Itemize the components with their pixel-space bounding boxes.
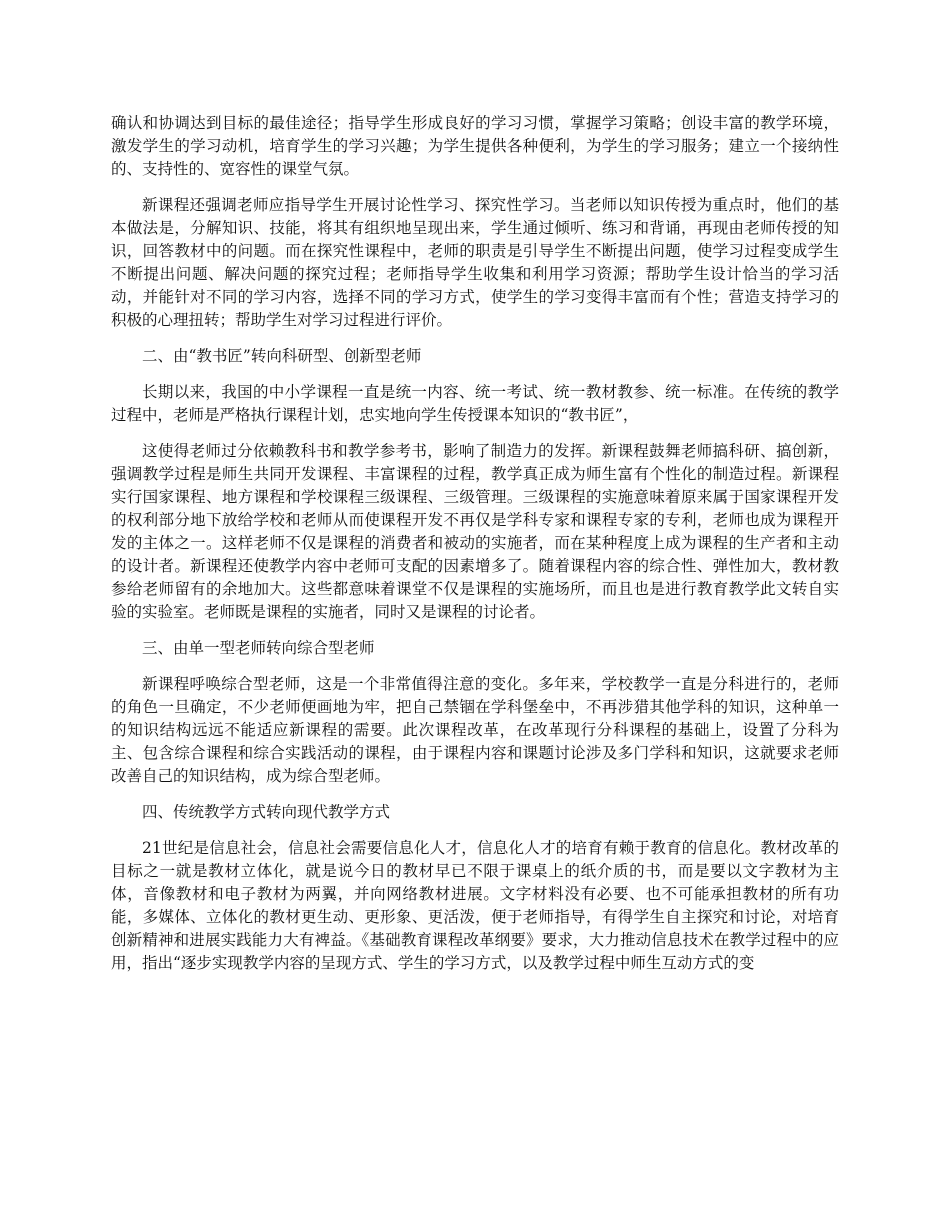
paragraph-traditional-teacher: 长期以来，我国的中小学课程一直是统一内容、统一考试、统一教材教参、统一标准。在传统的教学过程中，老师是严格执行课程计划，忠实地向学生传授课本知识的“教书匠”，: [111, 383, 839, 424]
document-page: [111, 112, 839, 988]
paragraph-continuation: 确认和协调达到目标的最佳途径；指导学生形成良好的学习习惯，掌握学习策略；创设丰富的教学环境，激发学生的学习动机，培育学生的学习兴趣；为学生提供各种便利，为学生的学习服务；建立一个接纳性的、支持性的、宽容性的课堂气氛。: [111, 114, 839, 178]
section-heading-3: 三、由单一型老师转向综合型老师: [142, 639, 375, 657]
section-heading-4: 四、传统教学方式转向现代教学方式: [142, 803, 391, 821]
paragraph-inquiry-learning: 新课程还强调老师应指导学生开展讨论性学习、探究性学习。当老师以知识传授为重点时，他们的基本做法是，分解知识、技能，将其有组织地呈现出来，学生通过倾听、练习和背诵，再现由老师传授的知识，回答教材中的问题。而在探究性课程中，老师的职责是引导学生不断提出问题，使学习过程变成学生不断提出问题、解决问题的探究过程；老师指导学生收集和利用学习资源；帮助学生设计恰当的学习活动，并能针对不同的学习内容，选择不同的学习方式，使学生的学习变得丰富而有个性；营造支持学习的积极的心理扭转；帮助学生对学习过程进行评价。: [111, 196, 839, 329]
section-heading-2: 二、由“教书匠”转向科研型、创新型老师: [142, 347, 422, 365]
paragraph-modern-teaching: 21世纪是信息社会，信息社会需要信息化人才，信息化人才的培育有赖于教育的信息化。教材改革的目标之一就是教材立体化，就是说今日的教材早已不限于课桌上的纸介质的书，而是要以文字教材为主体，音像教材和电子教材为两翼，并向网络教材进展。文字材料没有必要、也不可能承担教材的所有功能，多媒体、立体化的教材更生动、更形象、更活泼，便于老师指导，有得学生自主探究和讨论，对培育创新精神和进展实践能力大有裨益。《基础教育课程改革纲要》要求，大力推动信息技术在教学过程中的应用，指出“逐步实现教学内容的呈现方式、学生的学习方式，以及教学过程中师生互动方式的变: [111, 839, 839, 972]
paragraph-research-teacher: 这使得老师过分依赖教科书和教学参考书，影响了制造力的发挥。新课程鼓舞老师搞科研、搞创新，强调教学过程是师生共同开发课程、丰富课程的过程，教学真正成为师生富有个性化的制造过程。新课程实行国家课程、地方课程和学校课程三级课程、三级管理。三级课程的实施意味着原来属于国家课程开发的权利部分地下放给学校和老师从而使课程开发不再仅是学科专家和课程专家的专利，老师也成为课程开发的主体之一。这样老师不仅是课程的消费者和被动的实施者，而在某种程度上成为课程的生产者和主动的设计者。新课程还使教学内容中老师可支配的因素增多了。随着课程内容的综合性、弹性加大，教材教参给老师留有的余地加大。这些都意味着课堂不仅是课程的实施场所，而且也是进行教育教学此文转自实验的实验室。老师既是课程的实施者，同时又是课程的讨论者。: [111, 442, 839, 621]
paragraph-comprehensive-teacher: 新课程呼唤综合型老师，这是一个非常值得注意的变化。多年来，学校教学一直是分科进行的，老师的角色一旦确定，不少老师便画地为牢，把自己禁锢在学科堡垒中，不再涉猎其他学科的知识，这种单一的知识结构远远不能适应新课程的需要。此次课程改革，在改革现行分科课程的基础上，设置了分科为主、包含综合课程和综合实践活动的课程，由于课程内容和课题讨论涉及多门学科和知识，这就要求老师改善自己的知识结构，成为综合型老师。: [111, 675, 839, 785]
